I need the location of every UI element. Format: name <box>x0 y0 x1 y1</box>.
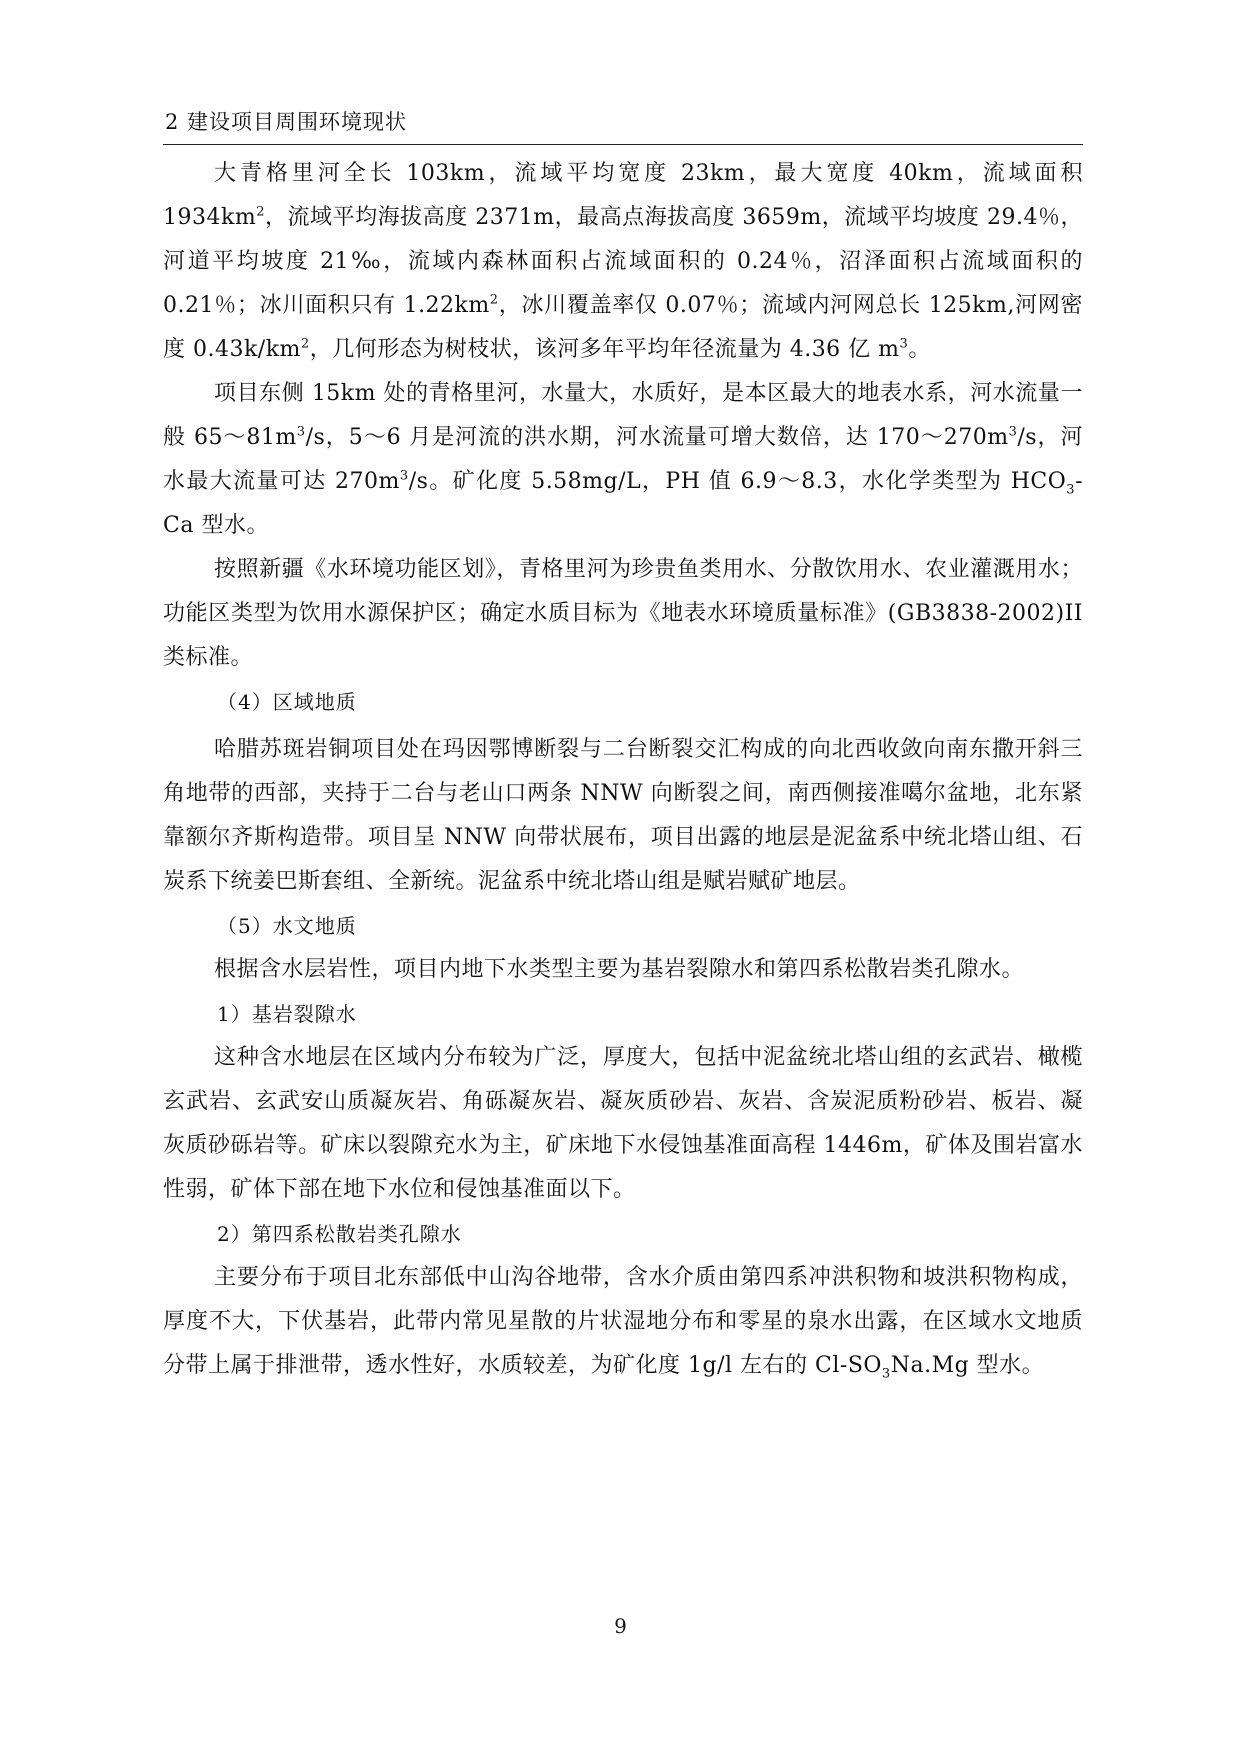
section-heading-regional-geology: （4）区域地质 <box>217 690 357 714</box>
subheading-quaternary-pore-water: 2）第四系松散岩类孔隙水 <box>217 1222 462 1246</box>
text-run: 主要分布于项目北东部低中山沟谷地带，含水介质由第四系冲洪积物和坡洪积物构成，厚度不大，下伏基岩，此带内常见星散的片状湿地分布和零星的泉水出露，在区域水文地质分带上属于排泄带，透水性好，水质较差，为矿化度 1g/l 左右的 Cl-SO <box>163 1265 1083 1378</box>
superscript: 2 <box>300 336 310 352</box>
text-run: /s，5～6 月是河流的洪水期，河水流量可增大数倍，达 170～270m <box>305 425 1009 450</box>
text-run: Na.Mg 型水。 <box>890 1353 1045 1378</box>
paragraph-bedrock-fissure-water: 这种含水地层在区域内分布较为广泛，厚度大，包括中泥盆统北塔山组的玄武岩、橄榄玄武岩、玄武安山质凝灰岩、角砾凝灰岩、凝灰质砂岩、灰岩、含炭泥质粉砂岩、板岩、凝灰质砂砾岩等。矿床以裂隙充水为主，矿床地下水侵蚀基准面高程 1446m，矿体及围岩富水性弱，矿体下部在地下水位和侵蚀基准面以下。 <box>163 1045 1083 1202</box>
superscript: 3 <box>1008 424 1018 440</box>
superscript: 3 <box>296 424 306 440</box>
text-run: ，流域平均海拔高度 2371m，最高点海拔高度 3659m，流域平均坡度 29.4％，河道平均坡度 21‰，流域内森林面积占流域面积的 0.24％，沼泽面积占流域面积的 0.21％；冰川面积只有 1.22km <box>163 205 1083 318</box>
subscript: 3 <box>881 1366 891 1382</box>
section-heading-hydrogeology: （5）水文地质 <box>217 914 357 938</box>
document-body <box>163 152 1083 1388</box>
paragraph-aquifer-types: 根据含水层岩性，项目内地下水类型主要为基岩裂隙水和第四系松散岩类孔隙水。 <box>214 957 1025 982</box>
superscript: 2 <box>256 204 265 220</box>
superscript: 2 <box>489 292 499 308</box>
header-title: 2 建设项目周围环境现状 <box>165 110 408 134</box>
text-run: 。 <box>908 337 931 362</box>
text-run: /s。矿化度 5.58mg/L，PH 值 6.9～8.3，水化学类型为 HCO <box>408 469 1067 494</box>
paragraph-water-function: 按照新疆《水环境功能区划》，青格里河为珍贵鱼类用水、分散饮用水、农业灌溉用水；功能区类型为饮用水源保护区；确定水质目标为《地表水环境质量标准》(GB3838-2002)II 类标准。 <box>163 557 1083 670</box>
text-run: -Ca 型水。 <box>163 469 1083 538</box>
page-number: 9 <box>614 1614 627 1638</box>
superscript: 3 <box>399 468 409 484</box>
text-run: /s，河水最大流量可达 270m <box>163 425 1084 494</box>
paragraph-regional-geology: 哈腊苏斑岩铜项目处在玛因鄂博断裂与二台断裂交汇构成的向北西收敛向南东撒开斜三角地带的西部，夹持于二台与老山口两条 NNW 向断裂之间，南西侧接准噶尔盆地，北东紧靠额尔齐斯构造带。项目呈 NNW 向带状展布，项目出露的地层是泥盆系中统北塔山组、石炭系下统姜巴斯套组、全新统。泥盆系中统北塔山组是赋岩赋矿地层。 <box>163 737 1083 894</box>
paragraph-quaternary-pore-water <box>163 1256 1083 1388</box>
text-run: 大青格里河全长 103km，流域平均宽度 23km，最大宽度 40km，流域面积 1934km <box>163 161 1083 230</box>
text-run: ，冰川覆盖率仅 0.07％；流域内河网总长 125km,河网密度 0.43k/km <box>163 293 1083 362</box>
superscript: 3 <box>899 336 909 352</box>
subscript: 3 <box>1066 482 1076 498</box>
text-run: ，几何形态为树枝状，该河多年平均年径流量为 4.36 亿 m <box>309 337 900 362</box>
text-run: 项目东侧 15km 处的青格里河，水量大，水质好，是本区最大的地表水系，河水流量一般 65～81m <box>163 381 1083 450</box>
page-header <box>163 98 1083 145</box>
subheading-bedrock-fissure-water: 1）基岩裂隙水 <box>217 1002 357 1026</box>
paragraph-river-stats <box>163 152 1083 372</box>
paragraph-qinggeli-river <box>163 372 1083 548</box>
